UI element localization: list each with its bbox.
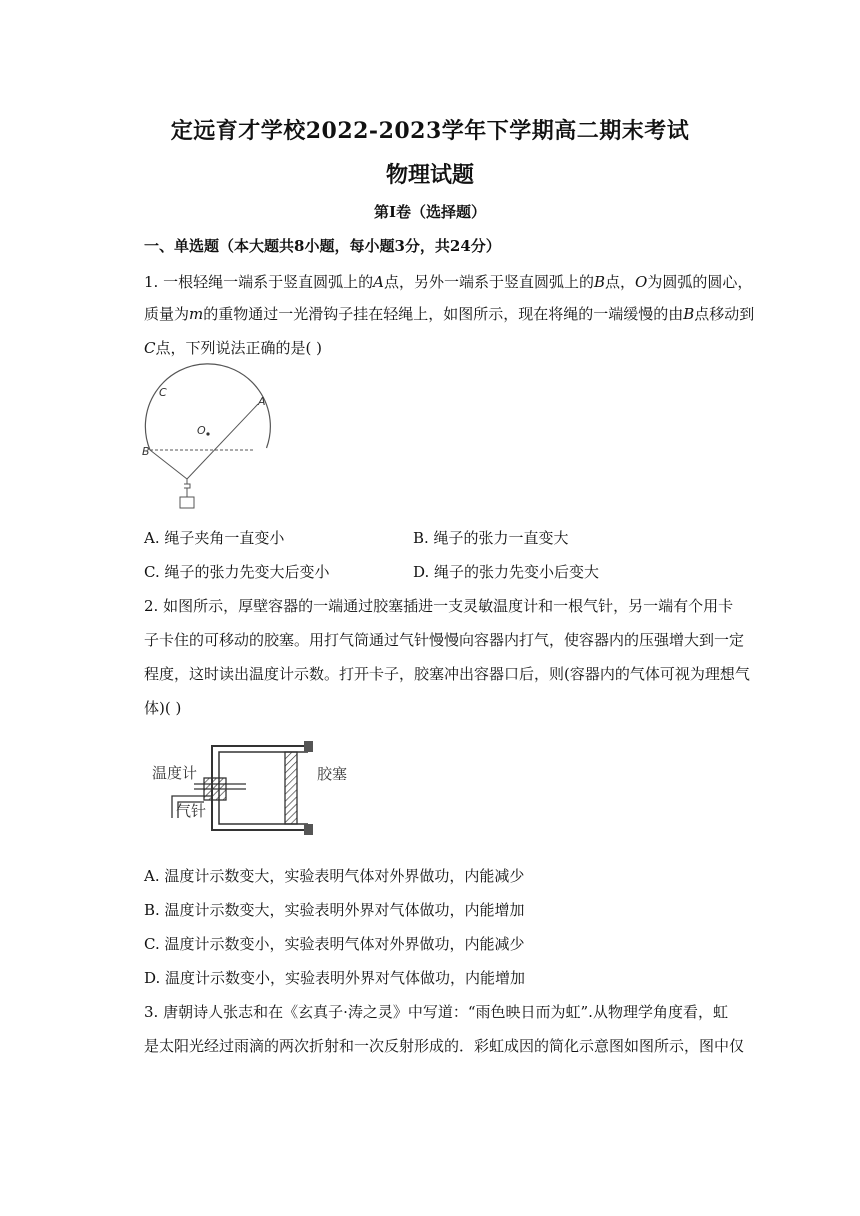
q2-option-a: A. 温度计示数变大，实验表明气体对外界做功，内能减少: [144, 867, 525, 885]
var-O: O: [635, 273, 648, 291]
volume-label: 第I卷（选择题）: [373, 203, 487, 221]
q2-option-b: B. 温度计示数变大，实验表明外界对气体做功，内能增加: [144, 901, 525, 919]
q1-line-1: [144, 272, 752, 292]
label-stopper: 胶塞: [317, 765, 348, 783]
exam-subtitle: 物理试题: [385, 162, 474, 188]
q2-line-2: 子卡住的可移动的胶塞。用打气筒通过气针慢慢向容器内打气，使容器内的压强增大到一定: [144, 631, 745, 649]
stopper-right: [285, 752, 297, 824]
var-A: A: [373, 273, 384, 291]
arc: [145, 364, 270, 450]
center-dot: [206, 432, 209, 435]
label-thermometer: 温度计: [152, 764, 198, 782]
q3-line-1: 3. 唐朝诗人张志和在《玄真子·涛之灵》中写道：“雨色映日而为虹”.从物理学角度看，虹: [144, 1003, 728, 1021]
q1-text: 质量为: [144, 305, 190, 323]
var-B: B: [683, 305, 695, 323]
exam-title: 定远育才学校2022-2023学年下学期高二期末考试: [170, 118, 690, 144]
q1-figure: [140, 376, 280, 516]
q1-text: 1. 一根轻绳一端系于竖直圆弧上的: [144, 273, 374, 291]
hook-icon: [184, 479, 190, 488]
q1-option-d: D. 绳子的张力先变小后变大: [413, 563, 600, 581]
q1-text: 的重物通过一光滑钩子挂在轻绳上，如图所示，现在将绳的一端缓慢的由: [203, 305, 684, 323]
q1-text: 点，另外一端系于竖直圆弧上的: [383, 273, 594, 291]
rope-right: [187, 404, 258, 479]
q2-option-c: C. 温度计示数变小，实验表明气体对外界做功，内能减少: [144, 935, 525, 953]
q1-line-2: [144, 304, 754, 324]
q2-line-4: 体)( ): [144, 699, 182, 717]
q1-text: 点，: [604, 273, 635, 291]
section-heading: 一、单选题（本大题共8小题，每小题3分，共24分）: [144, 237, 501, 255]
fig-label-A: A: [258, 395, 266, 408]
var-C: C: [144, 339, 156, 357]
var-B: B: [593, 273, 605, 291]
q1-option-b: B. 绳子的张力一直变大: [413, 529, 569, 547]
var-m: m: [189, 305, 204, 323]
q1-option-a: A. 绳子夹角一直变小: [144, 529, 285, 547]
q1-text: 点移动到: [694, 305, 755, 323]
q2-option-d: D. 温度计示数变小，实验表明外界对气体做功，内能增加: [144, 969, 526, 987]
rope-left: [150, 450, 187, 479]
q2-line-3: 程度，这时读出温度计示数。打开卡子，胶塞冲出容器口后，则(容器内的气体可视为理想气: [144, 665, 750, 683]
q1-text: 为圆弧的圆心，: [647, 273, 753, 291]
q3-line-2: 是太阳光经过雨滴的两次折射和一次反射形成的．彩虹成因的简化示意图如图所示，图中仅: [144, 1037, 745, 1055]
clamp-bottom: [304, 824, 313, 835]
q1-line-3: [144, 338, 322, 358]
clamp-top: [304, 741, 313, 752]
fig-label-C: C: [159, 386, 167, 399]
weight-box: [180, 497, 194, 508]
q1-option-c: C. 绳子的张力先变大后变小: [144, 563, 330, 581]
q2-figure: [150, 738, 370, 842]
fig-label-B: B: [142, 445, 150, 458]
q2-line-1: 2. 如图所示，厚壁容器的一端通过胶塞插进一支灵敏温度计和一根气针，另一端有个用卡: [144, 597, 734, 615]
label-needle: 气针: [176, 802, 207, 820]
q1-text: 点，下列说法正确的是( ): [155, 339, 322, 357]
fig-label-O: O: [197, 424, 206, 437]
